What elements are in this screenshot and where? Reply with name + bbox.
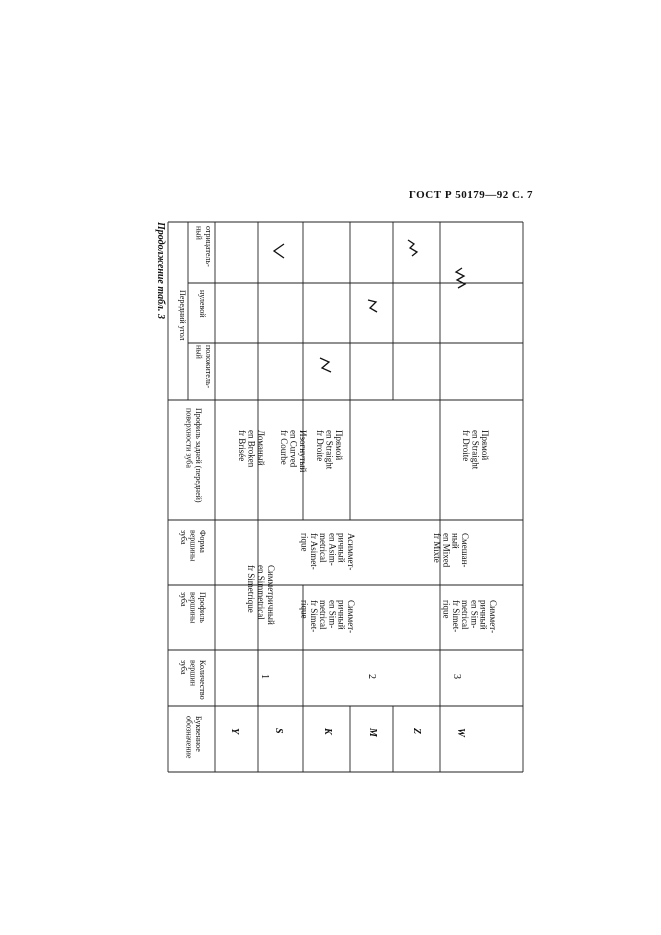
form-asymmetric-line: Асиммет- bbox=[346, 533, 356, 571]
row-count-1: 1 bbox=[259, 674, 270, 679]
header-profile-line: Профиль bbox=[198, 592, 207, 623]
table bbox=[168, 222, 528, 772]
row-count-3: 3 bbox=[451, 674, 462, 679]
form-mixed-line: Смешан- bbox=[460, 533, 470, 568]
row-count-2: 2 bbox=[366, 674, 377, 679]
profile-symmetric-3-line: en Sim- bbox=[469, 600, 480, 629]
back-straight-2-line: en Straight bbox=[470, 430, 481, 470]
form-mixed-line: ный bbox=[450, 533, 461, 549]
form-mixed-line: en Mixed bbox=[441, 533, 452, 568]
header-angle-pos-line: положитель- bbox=[204, 345, 213, 389]
profile-symmetric-1-line: Симметричный bbox=[266, 565, 276, 625]
back-curved-line: Изогнутый bbox=[298, 430, 308, 473]
header-letter-line: Буквенное bbox=[194, 716, 203, 752]
row-letter-w: W bbox=[455, 728, 466, 737]
profile-symmetric-3-line: ричный bbox=[478, 600, 489, 630]
profile-symmetric-2-line: ричный bbox=[336, 600, 347, 630]
header-angle-pos-line: ный bbox=[194, 345, 204, 359]
profile-symmetric-1-line: fr Simetrique bbox=[246, 565, 256, 613]
back-curved-line: en Curved bbox=[288, 430, 299, 468]
header-back-line: поверхности зуба bbox=[184, 408, 194, 468]
header-form-line: вершины bbox=[188, 530, 198, 562]
back-broken-line: en Broken bbox=[246, 430, 257, 468]
form-mixed-line: fr Mixte bbox=[432, 533, 443, 563]
header-form-line: зуба bbox=[179, 530, 188, 545]
header-angle-neg-line: ный bbox=[194, 226, 204, 240]
back-straight-2-line: fr Droite bbox=[461, 430, 471, 462]
back-straight-1-line: en Straight bbox=[324, 430, 335, 470]
header-count-line: зуба bbox=[179, 660, 188, 675]
row-letter-s: S bbox=[273, 728, 284, 734]
profile-symmetric-3-line: metrical bbox=[460, 600, 471, 630]
row-letter-k: K bbox=[322, 728, 333, 735]
back-straight-1-line: fr Droite bbox=[315, 430, 325, 462]
back-curved-line: fr Courbe bbox=[279, 430, 289, 465]
profile-symmetric-2-line: fr Simet- bbox=[308, 600, 319, 633]
header-form-line: Форма bbox=[198, 530, 207, 553]
header-count-line: Количество bbox=[198, 660, 207, 700]
back-straight-2-line: Прямой bbox=[480, 430, 490, 461]
form-asymmetric-line: rique bbox=[299, 533, 310, 552]
standard-header: ГОСТ Р 50179—92 С. 7 bbox=[408, 189, 533, 201]
header-back-line: Профиль задней (передней) bbox=[194, 408, 203, 503]
header-angle-zero-line: нулевой bbox=[198, 290, 207, 318]
form-asymmetric-line: ричный bbox=[336, 533, 347, 563]
row-letter-m: M bbox=[367, 728, 378, 737]
row-letter-y: Y bbox=[229, 728, 240, 735]
row-letter-z: Z bbox=[411, 728, 422, 735]
back-broken-line: fr Brisée bbox=[237, 430, 247, 462]
profile-symmetric-3-line: Симмет- bbox=[488, 600, 498, 634]
form-asymmetric-line: fr Asimet- bbox=[308, 533, 319, 570]
profile-symmetric-1-line: en Simmetrical bbox=[256, 565, 266, 620]
profile-symmetric-2-line: en Sim- bbox=[327, 600, 338, 629]
profile-symmetric-2-line: Симмет- bbox=[346, 600, 356, 634]
header-profile-line: вершины bbox=[188, 592, 198, 624]
header-angle-group: Передний угол bbox=[178, 290, 187, 341]
profile-symmetric-2-line: metrical bbox=[318, 600, 329, 630]
profile-symmetric-3-line: rique bbox=[441, 600, 452, 619]
form-asymmetric-line: en Asim- bbox=[327, 533, 338, 566]
back-straight-1-line: Прямой bbox=[334, 430, 344, 461]
header-profile-line: зуба bbox=[179, 592, 188, 607]
profile-symmetric-2-line: rique bbox=[299, 600, 310, 619]
header-letter-line: обозначение bbox=[184, 716, 194, 759]
header-angle-neg-line: отрицатель- bbox=[204, 226, 213, 267]
table-caption: Продолжение табл. 3 bbox=[155, 222, 166, 320]
form-asymmetric-line: metrical bbox=[318, 533, 329, 563]
profile-symmetric-3-line: fr Simet- bbox=[450, 600, 461, 633]
back-broken-line: Ломаный bbox=[256, 430, 266, 466]
header-count-line: вершин bbox=[188, 660, 198, 687]
